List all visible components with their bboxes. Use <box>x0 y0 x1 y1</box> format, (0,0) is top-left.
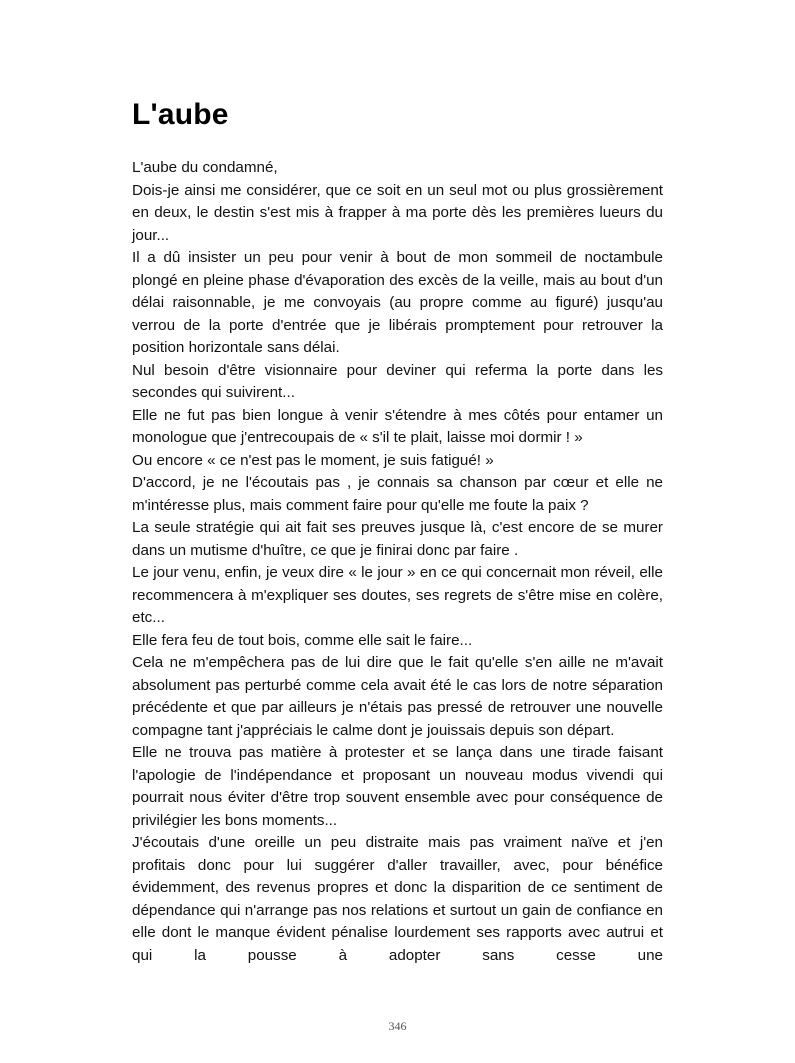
page-number: 346 <box>388 1019 407 1033</box>
paragraph: La seule stratégie qui ait fait ses preuves jusque là, c'est encore de se murer dans un mutisme d'huître, ce que je finirai donc par faire . <box>132 519 663 559</box>
paragraph: L'aube du condamné, <box>132 159 278 176</box>
body-text <box>132 157 663 967</box>
paragraph: Nul besoin d'être visionnaire pour deviner qui referma la porte dans les secondes qui suivirent... <box>132 361 663 401</box>
paragraph: Ou encore « ce n'est pas le moment, je suis fatigué! » <box>132 451 494 469</box>
paragraph: Dois-je ainsi me considérer, que ce soit en un seul mot ou plus grossièrement en deux, le destin s'est mis à frapper à ma porte dès les premières lueurs du jour... <box>132 181 663 244</box>
page-title: L'aube <box>132 98 229 131</box>
paragraph: J'écoutais d'une oreille un peu distraite mais pas vraiment naïve et j'en profitais donc pour lui suggérer d'aller travailler, avec, pour bénéfice évidemment, des revenus propres et donc la disparition de ce sentiment de dépendance qui n'arrange pas nos relations et surtout un gain de confiance en elle dont le manque évident pénalise lourdement ses rapports avec autrui et qui la pousse à adopter sans cesse une <box>132 834 663 964</box>
paragraph: Il a dû insister un peu pour venir à bout de mon sommeil de noctambule plongé en pleine phase d'évaporation des excès de la veille, mais au bout d'un délai raisonnable, je me convoyais (au propre comme au figuré) jusqu'au verrou de la porte d'entrée que je libérais promptement pour retrouver la position horizontale sans délai. <box>132 249 663 356</box>
paragraph: Elle ne trouva pas matière à protester et se lança dans une tirade faisant l'apologie de l'indépendance et proposant un nouveau modus vivendi qui pourrait nous éviter d'être trop souvent ensemble avec pour conséquence de privilégier les bons moments... <box>132 744 663 829</box>
paragraph: Elle ne fut pas bien longue à venir s'étendre à mes côtés pour entamer un monologue que j'entrecoupais de « s'il te plait, laisse moi dormir ! » <box>132 406 663 446</box>
paragraph: D'accord, je ne l'écoutais pas , je connais sa chanson par cœur et elle ne m'intéresse plus, mais comment faire pour qu'elle me foute la paix ? <box>132 474 663 514</box>
paragraph: Cela ne m'empêchera pas de lui dire que le fait qu'elle s'en aille ne m'avait absolument pas perturbé comme cela avait été le cas lors de notre séparation précédente et que par ailleurs je n'étais pas pressé de retrouver une nouvelle compagne tant j'appréciais le calme dont je jouissais depuis son départ. <box>132 654 663 739</box>
paragraph: Elle fera feu de tout bois, comme elle sait le faire... <box>132 631 473 649</box>
paragraph: Le jour venu, enfin, je veux dire « le jour » en ce qui concernait mon réveil, elle recommencera à m'expliquer ses doutes, ses regrets de s'être mise en colère, etc... <box>132 564 663 626</box>
